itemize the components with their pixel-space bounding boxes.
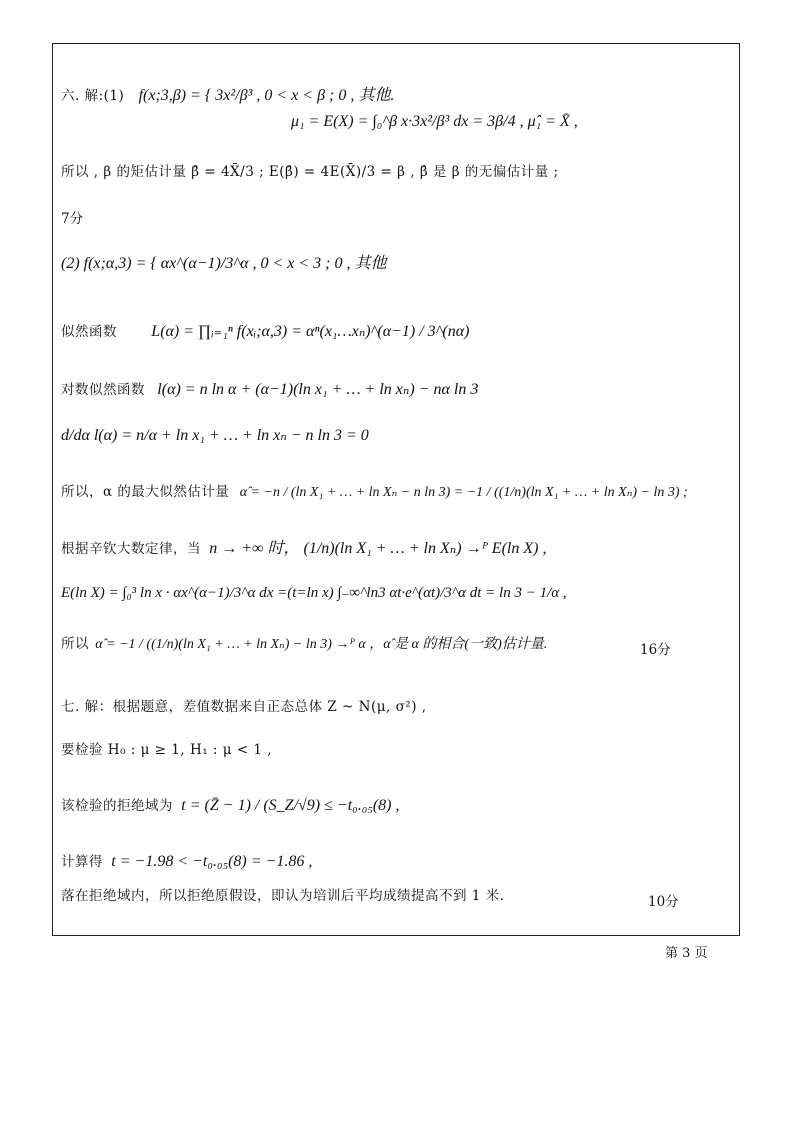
mle-label: 所以，α 的最大似然估计量 — [61, 484, 230, 500]
sec6-line7 — [61, 484, 688, 502]
sec6-pdf-beta: f(x;3,β) = { 3x²/β³ , 0 < x < β ; 0 , 其他. — [138, 87, 395, 104]
mle-formula: α̂ = −n / (ln X₁ + … + ln Xₙ − n ln 3) = −1 / ((1/n)(ln X₁ + … + ln Xₙ) − ln 3) ; — [239, 485, 688, 500]
sec7-conclusion: 落在拒绝域内，所以拒绝原假设，即认为培训后平均成绩提高不到 1 米. — [61, 888, 505, 904]
lln-formula: n → +∞ 时， (1/n)(ln X₁ + … + ln Xₙ) →ᴾ E(ln X) , — [209, 540, 547, 557]
log-likelihood-label: 对数似然函数 — [61, 382, 145, 398]
answer-frame — [52, 43, 740, 936]
derivative-equation: d/dα l(α) = n/α + ln x₁ + … + ln xₙ − n ln 3 = 0 — [61, 427, 369, 444]
sec6-line6 — [61, 426, 369, 445]
hypotheses: 要检验 H₀ : μ ≥ 1, H₁ : μ < 1 , — [61, 742, 273, 758]
computed-statistic: t = −1.98 < −t₀.₀₅(8) = −1.86 , — [111, 853, 313, 870]
sec6-line3 — [61, 254, 387, 273]
rejection-region-formula: t = (Z̄ − 1) / (S_Z/√9) ≤ −t₀.₀₅(8) , — [181, 797, 400, 814]
consistency-formula: α̂ = −1 / ((1/n)(ln X₁ + … + ln Xₙ) − ln 3) →ᴾ α ，α̂ 是 α 的相合(一致)估计量. — [95, 637, 548, 652]
rejection-region-label: 该检验的拒绝域为 — [61, 798, 173, 814]
log-likelihood-formula: l(α) = n ln α + (α−1)(ln x₁ + … + ln xₙ) − nα ln 3 — [157, 381, 479, 398]
sec6-line10 — [61, 636, 547, 654]
sec6-score2: 16分 — [640, 642, 671, 658]
sec7-line1 — [61, 699, 427, 715]
sec6-line5 — [61, 380, 478, 399]
sec6-moment-estimator: 所以 , β 的矩估计量 β̂ = 4X̄/3 ; E(β̂) = 4E(X̄)/3 = β , β̂ 是 β 的无偏估计量 ; — [61, 164, 559, 180]
sec7-score: 10分 — [648, 894, 679, 910]
sec6-line9 — [61, 584, 567, 602]
sec6-label: 六. 解:(1) — [61, 88, 125, 104]
sec6-line8 — [61, 539, 546, 558]
computed-label: 计算得 — [61, 854, 103, 870]
likelihood-label: 似然函数 — [61, 324, 117, 340]
likelihood-formula: L(α) = ∏ᵢ₌₁ⁿ f(xᵢ;α,3) = αⁿ(x₁…xₙ)^(α−1) / 3^(nα) — [151, 323, 470, 340]
sec6-line1 — [61, 86, 394, 105]
sec6-pdf-alpha: (2) f(x;α,3) = { αx^(α−1)/3^α , 0 < x < 3 ; 0 , 其他 — [61, 255, 387, 272]
lln-label: 根据辛钦大数定律，当 — [61, 541, 201, 557]
sec6-score1: 7分 — [61, 211, 84, 227]
sec7-line4 — [61, 852, 312, 871]
sec7-line5 — [61, 888, 504, 904]
expectation-integral: E(ln X) = ∫₀³ ln x · αx^(α−1)/3^α dx =(t=ln x) ∫₋∞^ln3 αt·e^(αt)/3^α dt = ln 3 − 1/α , — [61, 585, 567, 601]
page-number: 第 3 页 — [665, 946, 708, 961]
sec7-line3 — [61, 796, 399, 815]
sec7-line2 — [61, 742, 272, 758]
sec6-line2 — [61, 164, 559, 180]
sec6-moment: μ₁ = E(X) = ∫₀^β x·3x²/β³ dx = 3β/4 , μ̂₁ = X̄ , — [291, 113, 578, 130]
sec6-line4 — [61, 322, 469, 341]
sec7-intro: 七. 解：根据题意，差值数据来自正态总体 Z ~ N(μ, σ²) , — [61, 699, 427, 715]
sec6-line1b — [61, 112, 578, 131]
consistency-label: 所以 — [61, 636, 89, 652]
